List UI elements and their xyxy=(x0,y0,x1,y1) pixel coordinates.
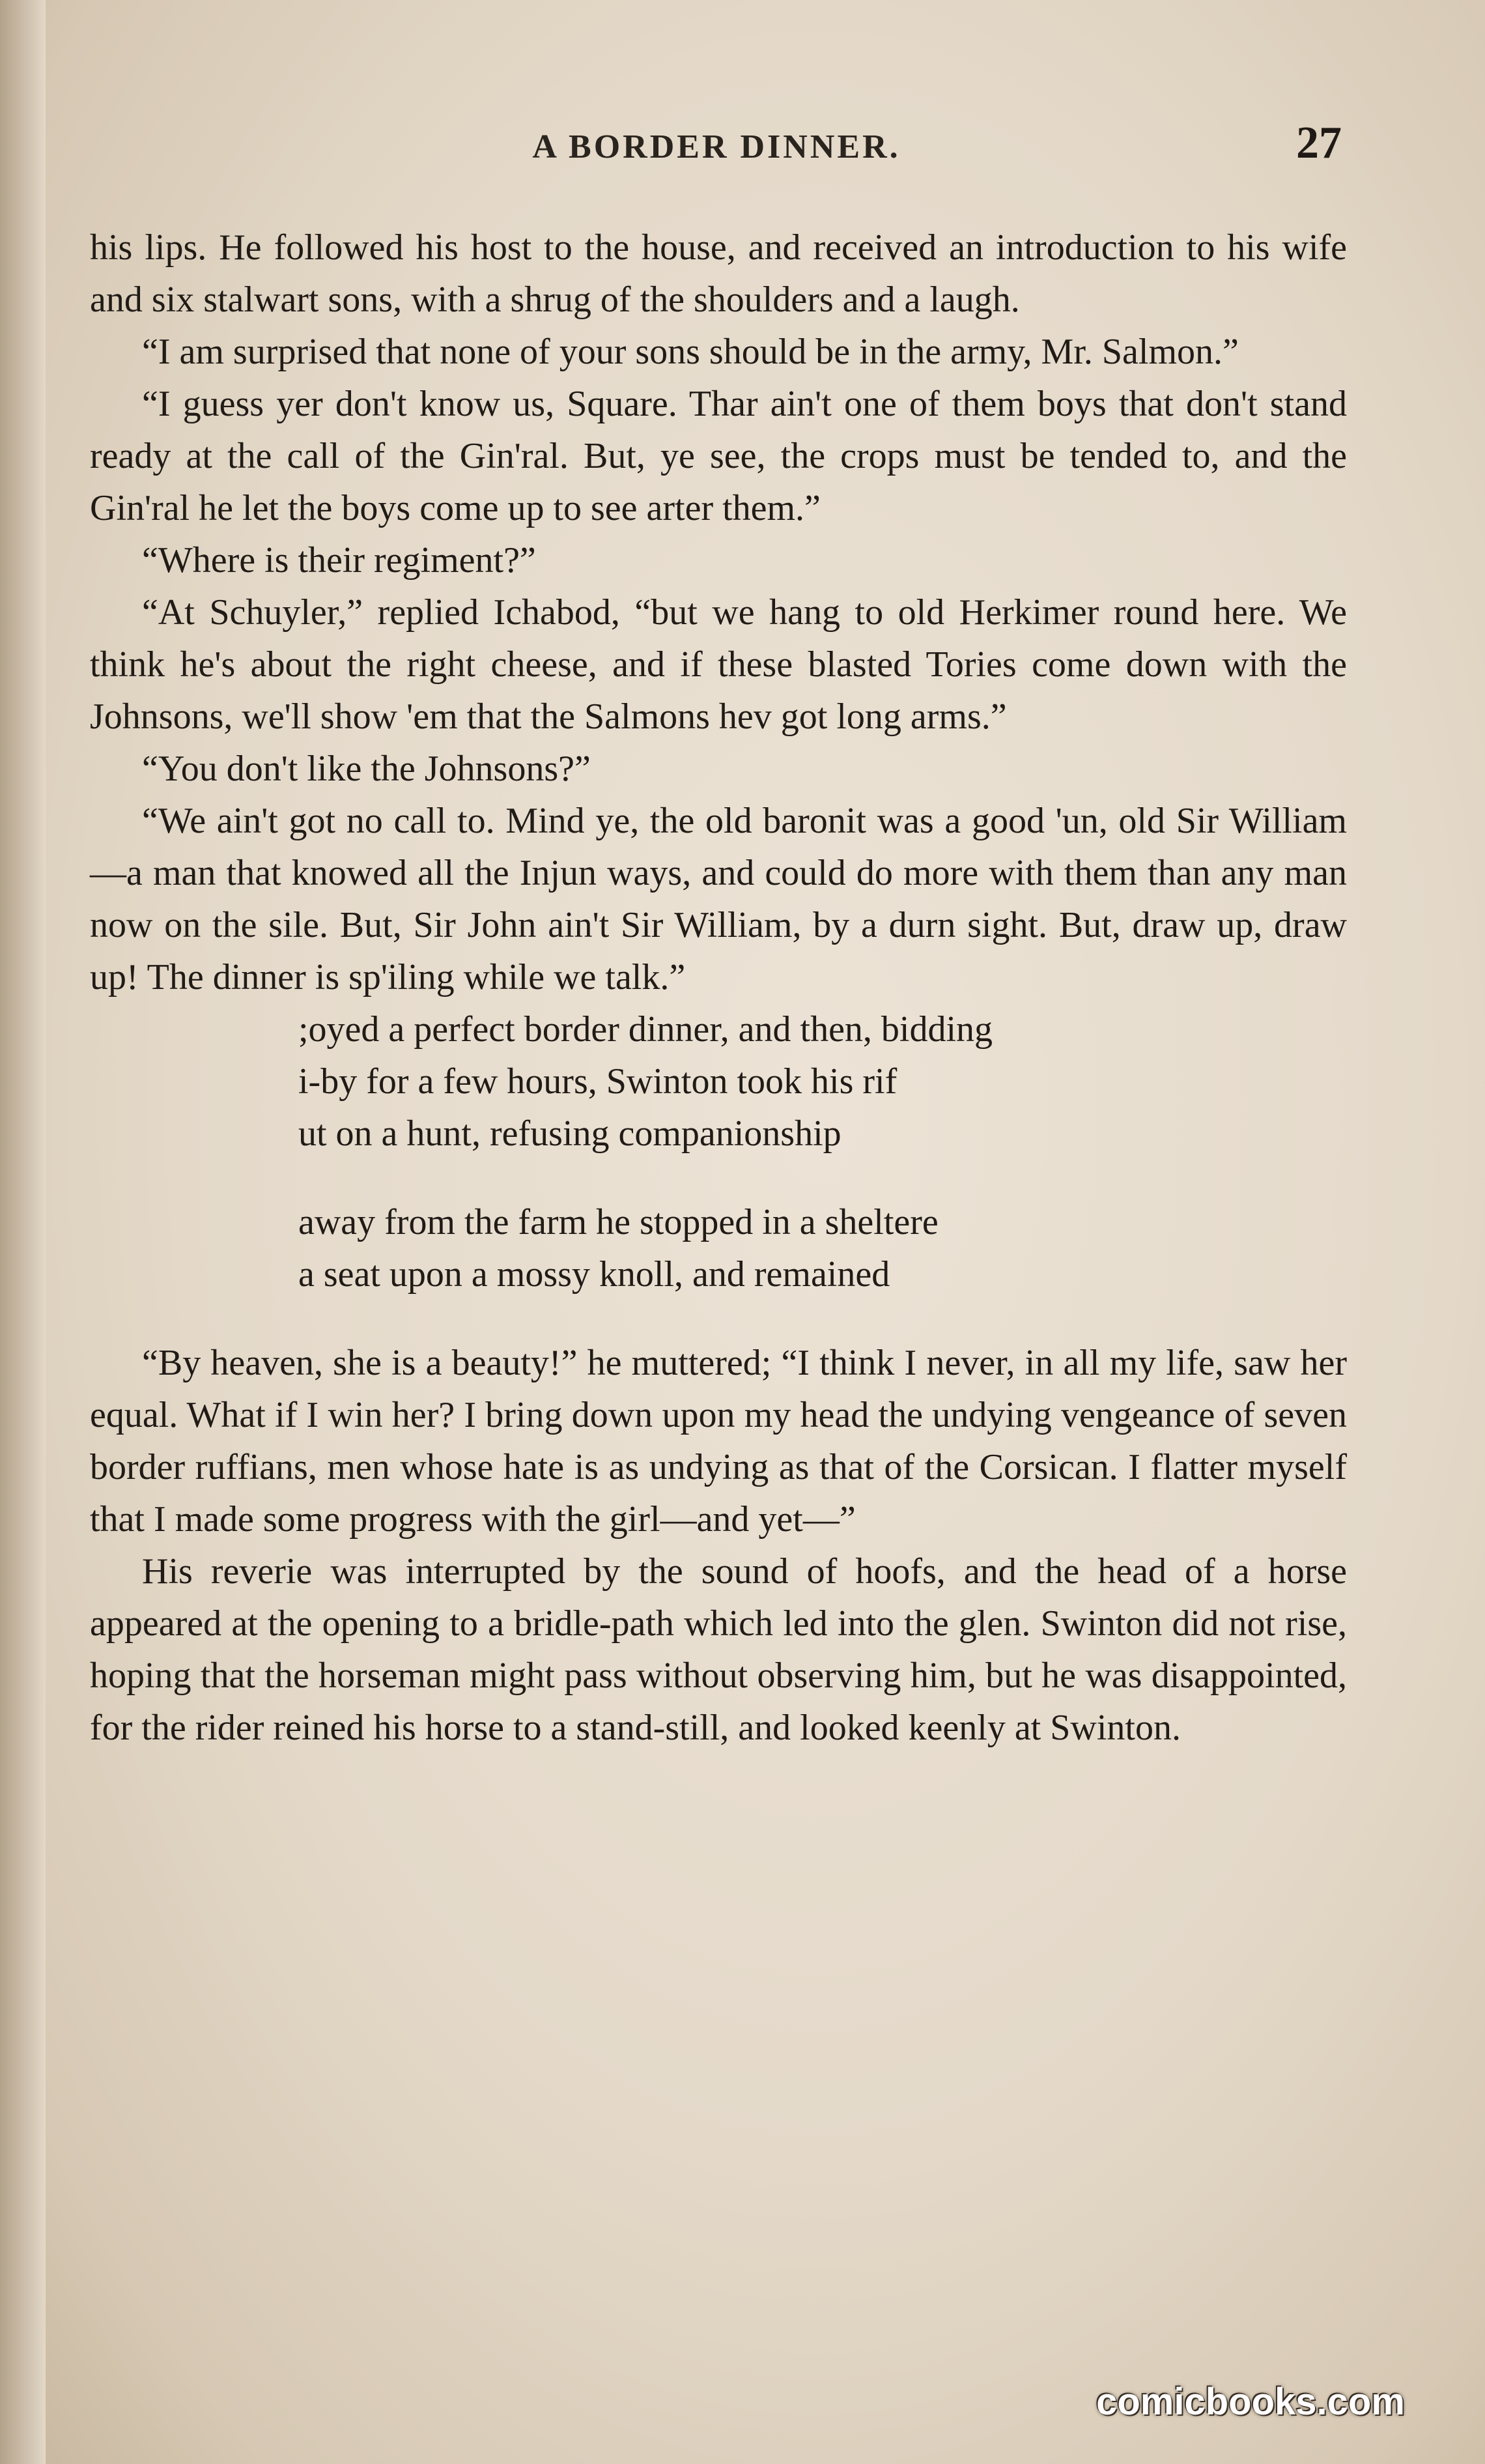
torn-gap xyxy=(90,1300,1347,1337)
torn-gap xyxy=(90,1160,1347,1196)
paragraph: “I am surprised that none of your sons should be in the army, Mr. Salmon.” xyxy=(142,332,1239,372)
running-title: A BORDER DINNER. xyxy=(532,128,901,165)
body-text xyxy=(90,222,1347,1754)
paragraph: “Where is their regiment?” xyxy=(142,540,536,580)
paragraph: “I guess yer don't know us, Square. Thar ain't one of them boys that don't stand ready at the call of the Gin'ral. But, ye see, the crops must be tended to, and the Gin'ral he let the boys come up to see arter them.” xyxy=(90,384,1347,528)
torn-fragment-line: ut on a hunt, refusing companionship xyxy=(298,1113,842,1154)
torn-fragment-line: away from the farm he stopped in a sheltere xyxy=(298,1202,939,1242)
paragraph: “You don't like the Johnsons?” xyxy=(142,749,591,789)
paragraph: “We ain't got no call to. Mind ye, the old baronit was a good 'un, old Sir William—a man that knowed all the Injun ways, and could do more with them than any man now on the sile. But, Sir John ain't Sir William, by a durn sight. But, draw up, draw up! The dinner is sp'iling while we talk.” xyxy=(90,801,1347,997)
page-gutter-shadow xyxy=(0,0,46,2464)
paragraph: “At Schuyler,” replied Ichabod, “but we hang to old Herkimer round here. We think he's about the right cheese, and if these blasted Tories come down with the Johnsons, we'll show 'em that the Salmons hev got long arms.” xyxy=(90,592,1347,737)
page-number: 27 xyxy=(1296,118,1342,168)
site-watermark: comicbooks.com xyxy=(1096,2381,1405,2423)
paragraph: His reverie was interrupted by the sound of hoofs, and the head of a horse appeared at the opening to a bridle-path which led into the glen. Swinton did not rise, hoping that the horseman might pass without observing him, but he was disappointed, for the rider reined his horse to a stand-still, and looked keenly at Swinton. xyxy=(90,1551,1347,1748)
torn-fragment-line: ;oyed a perfect border dinner, and then, bidding xyxy=(298,1009,993,1050)
torn-fragment-line: i-by for a few hours, Swinton took his rif xyxy=(298,1061,898,1102)
paragraph: “By heaven, she is a beauty!” he muttered; “I think I never, in all my life, saw her equal. What if I win her? I bring down upon my head the undying vengeance of seven border ruffians, men whose hate is as undying as that of the Corsican. I flatter myself that I made some progress with the girl—and yet—” xyxy=(90,1343,1347,1540)
torn-fragment-line: a seat upon a mossy knoll, and remained xyxy=(298,1254,890,1295)
paragraph: his lips. He followed his host to the house, and received an introduction to his wife and six stalwart sons, with a shrug of the shoulders and a laugh. xyxy=(90,227,1347,320)
page-header xyxy=(91,109,1342,194)
